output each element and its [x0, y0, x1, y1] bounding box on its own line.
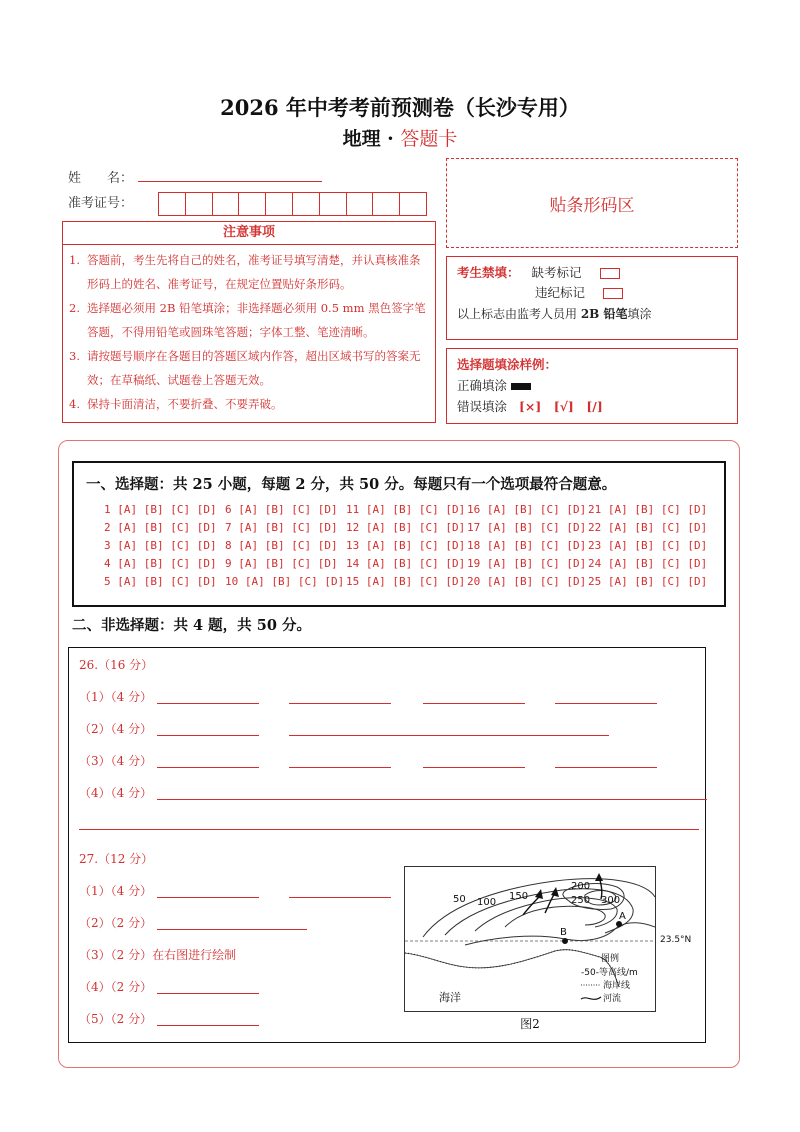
name-field[interactable]: [138, 181, 322, 182]
mcq-options[interactable]: [A] [B] [C] [D]: [117, 575, 217, 588]
mcq-question[interactable]: [588, 575, 709, 593]
notice-title: 注意事项: [63, 222, 435, 245]
mcq-options[interactable]: [A] [B] [C] [D]: [238, 521, 338, 534]
mcq-number: 23: [588, 539, 602, 552]
q26-title: 26.（16 分）: [79, 658, 154, 672]
legend-river: 河流: [603, 994, 622, 1004]
mcq-number: 10: [225, 575, 239, 588]
answer-line[interactable]: [289, 767, 391, 768]
mcq-question[interactable]: [467, 503, 588, 521]
mcq-question[interactable]: [225, 503, 346, 521]
mcq-number: 4: [104, 557, 111, 570]
mcq-number: 21: [588, 503, 602, 516]
id-digit-box[interactable]: [372, 192, 400, 216]
contour-label: 250: [571, 895, 591, 906]
mcq-question[interactable]: [346, 575, 467, 593]
mcq-row: [104, 557, 714, 575]
mcq-options[interactable]: [A] [B] [C] [D]: [607, 557, 708, 570]
mcq-options[interactable]: [A] [B] [C] [D]: [365, 521, 466, 534]
answer-line[interactable]: [555, 767, 657, 768]
mcq-number: 22: [588, 521, 602, 534]
mcq-options[interactable]: [A] [B] [C] [D]: [238, 503, 338, 516]
page-subtitle: [0, 124, 800, 151]
answer-line[interactable]: [289, 735, 609, 736]
mcq-options[interactable]: [A] [B] [C] [D]: [607, 539, 708, 552]
mcq-number: 2: [104, 521, 111, 534]
subject-label: 地理 ·: [342, 128, 401, 150]
q26-part1-label: （1）（4 分）: [79, 690, 153, 704]
mcq-options[interactable]: [A] [B] [C] [D]: [486, 503, 587, 516]
q27-part2-label: （2）（2 分）: [79, 916, 153, 930]
contour-label: 200: [571, 881, 591, 892]
answer-line[interactable]: [157, 735, 259, 736]
mcq-question[interactable]: [225, 539, 346, 557]
id-digit-box[interactable]: [399, 192, 427, 216]
sample-title: 选择题填涂样例：: [457, 357, 558, 372]
wrong-label: 错误填涂: [457, 399, 508, 414]
answer-line[interactable]: [157, 767, 259, 768]
page-title: 2026 年中考考前预测卷（长沙专用）: [220, 95, 580, 120]
mcq-options[interactable]: [A] [B] [C] [D]: [607, 503, 708, 516]
mcq-title: 一、选择题：共 25 小题，每题 2 分，共 50 分。每题只有一个选项最符合题意。: [86, 476, 617, 493]
q27-part5-label: （5）（2 分）: [79, 1012, 153, 1026]
mcq-question[interactable]: [346, 557, 467, 575]
answer-line[interactable]: [79, 829, 699, 830]
mcq-options[interactable]: [A] [B] [C] [D]: [117, 503, 217, 516]
mcq-options[interactable]: [A] [B] [C] [D]: [365, 557, 466, 570]
mcq-row: [104, 521, 714, 539]
mcq-question[interactable]: [104, 521, 225, 539]
wrong-marks: [×] [√] [/]: [519, 399, 603, 414]
mcq-options[interactable]: [A] [B] [C] [D]: [486, 521, 587, 534]
answer-line[interactable]: [289, 897, 391, 898]
mcq-number: 8: [225, 539, 232, 552]
mcq-options[interactable]: [A] [B] [C] [D]: [365, 575, 466, 588]
mcq-number: 17: [467, 521, 481, 534]
mcq-question[interactable]: [346, 521, 467, 539]
mcq-options[interactable]: [A] [B] [C] [D]: [244, 575, 345, 588]
id-digit-box[interactable]: [292, 192, 320, 216]
violation-mark-box[interactable]: [603, 288, 623, 299]
sample-panel: [446, 348, 738, 424]
mcq-number: 13: [346, 539, 360, 552]
contour-map-svg: [405, 867, 656, 1012]
mcq-number: 18: [467, 539, 481, 552]
mcq-grid: [104, 503, 714, 593]
notice-item: 3. 请按题号顺序在各题目的答题区域内作答，超出区域书写的答案无效；在草稿纸、试题卷上答题无效。: [69, 349, 421, 387]
answer-line[interactable]: [157, 929, 307, 930]
correct-label: 正确填涂: [457, 378, 508, 393]
point-a-label: A: [619, 911, 626, 922]
legend-title: 图例: [601, 954, 620, 964]
mcq-question[interactable]: [467, 575, 588, 593]
mcq-options[interactable]: [A] [B] [C] [D]: [238, 557, 338, 570]
mcq-options[interactable]: [A] [B] [C] [D]: [117, 557, 217, 570]
card-label: 答题卡: [400, 128, 458, 150]
answer-line[interactable]: [423, 703, 525, 704]
mcq-question[interactable]: [467, 557, 588, 575]
legend-contour: -50-等高线/m: [581, 968, 638, 978]
absent-label: 缺考标记: [531, 265, 582, 280]
mcq-options[interactable]: [A] [B] [C] [D]: [238, 539, 338, 552]
mcq-section: [72, 461, 726, 607]
q27-title: 27.（12 分）: [79, 852, 154, 866]
q26-part2-label: （2）（4 分）: [79, 722, 153, 736]
forbidden-panel: [446, 256, 738, 340]
mcq-options[interactable]: [A] [B] [C] [D]: [607, 575, 708, 588]
mcq-question[interactable]: [467, 521, 588, 539]
mcq-number: 12: [346, 521, 360, 534]
notice-item: 2. 选择题必须用 2B 铅笔填涂；非选择题必须用 0.5 mm 黑色签字笔答题，不得用铅笔或圆珠笔答题；字体工整、笔迹清晰。: [69, 301, 426, 339]
mcq-question[interactable]: [467, 539, 588, 557]
mcq-row: [104, 575, 714, 593]
answer-line[interactable]: [555, 703, 657, 704]
mcq-question[interactable]: [104, 503, 225, 521]
forbidden-note: 以上标志由监考人员用 2B 铅笔填涂: [457, 307, 652, 321]
map-caption: 图2: [520, 1017, 540, 1031]
mcq-number: 7: [225, 521, 232, 534]
mcq-number: 24: [588, 557, 602, 570]
id-digit-box[interactable]: [238, 192, 266, 216]
barcode-area: [446, 158, 738, 248]
mcq-number: 11: [346, 503, 360, 516]
id-digit-box[interactable]: [319, 192, 347, 216]
mcq-question[interactable]: [588, 557, 709, 575]
contour-map[interactable]: [404, 866, 656, 1012]
id-digit-box[interactable]: [346, 192, 374, 216]
mcq-options[interactable]: [A] [B] [C] [D]: [486, 557, 587, 570]
mcq-question[interactable]: [588, 521, 709, 539]
q26-part3-label: （3）（4 分）: [79, 754, 153, 768]
latitude-label: 23.5°N: [660, 935, 692, 945]
mcq-number: 15: [346, 575, 360, 588]
contour-label: 150: [509, 891, 529, 902]
mcq-number: 19: [467, 557, 481, 570]
mcq-question[interactable]: [225, 521, 346, 539]
contour-label: 50: [453, 894, 466, 905]
ocean-label: 海洋: [439, 991, 461, 1004]
mcq-options[interactable]: [A] [B] [C] [D]: [365, 503, 466, 516]
notice-item: 4. 保持卡面清洁，不要折叠、不要弄破。: [69, 397, 283, 411]
mcq-number: 25: [588, 575, 602, 588]
mcq-options[interactable]: [A] [B] [C] [D]: [607, 521, 708, 534]
answer-line[interactable]: [157, 993, 259, 994]
mcq-question[interactable]: [588, 503, 709, 521]
mcq-number: 20: [467, 575, 481, 588]
q27-part4-label: （4）（2 分）: [79, 980, 153, 994]
mcq-options[interactable]: [A] [B] [C] [D]: [117, 539, 217, 552]
id-digit-box[interactable]: [158, 192, 186, 216]
mcq-question[interactable]: [104, 557, 225, 575]
correct-fill-mark: [511, 383, 531, 390]
mcq-number: 5: [104, 575, 111, 588]
mcq-options[interactable]: [A] [B] [C] [D]: [365, 539, 466, 552]
mcq-number: 9: [225, 557, 232, 570]
violation-label: 违纪标记: [535, 285, 586, 300]
notice-panel: [62, 221, 436, 423]
name-label: 姓 名：: [68, 171, 134, 186]
mcq-options[interactable]: [A] [B] [C] [D]: [486, 575, 587, 588]
mcq-number: 14: [346, 557, 360, 570]
section2-title: 二、非选择题：共 4 题，共 50 分。: [72, 617, 311, 634]
mcq-options[interactable]: [A] [B] [C] [D]: [486, 539, 587, 552]
legend-coast: 海岸线: [603, 981, 631, 991]
mcq-question[interactable]: [104, 539, 225, 557]
mcq-options[interactable]: [A] [B] [C] [D]: [117, 521, 217, 534]
mcq-number: 6: [225, 503, 232, 516]
answer-line[interactable]: [157, 703, 259, 704]
answer-line[interactable]: [423, 767, 525, 768]
id-label: 准考证号：: [68, 196, 134, 211]
answer-line[interactable]: [289, 703, 391, 704]
mcq-question[interactable]: [225, 557, 346, 575]
id-digit-box[interactable]: [212, 192, 240, 216]
mcq-question[interactable]: [104, 575, 225, 593]
mcq-question[interactable]: [225, 575, 346, 593]
barcode-label: 贴条形码区: [549, 195, 635, 216]
notice-item: 1. 答题前，考生先将自己的姓名，准考证号填写清楚，并认真核准条形码上的姓名、准考证号，在规定位置贴好条形码。: [69, 253, 421, 291]
id-digit-box[interactable]: [265, 192, 293, 216]
mcq-question[interactable]: [346, 503, 467, 521]
mcq-number: 16: [467, 503, 481, 516]
contour-label: 100: [477, 897, 497, 908]
mcq-question[interactable]: [588, 539, 709, 557]
absent-mark-box[interactable]: [600, 268, 620, 279]
point-b-label: B: [560, 927, 567, 938]
answer-line[interactable]: [157, 799, 707, 800]
mcq-number: 1: [104, 503, 111, 516]
forbidden-title: 考生禁填：: [457, 265, 520, 280]
mcq-number: 3: [104, 539, 111, 552]
contour-label: 300: [601, 895, 621, 906]
answer-line[interactable]: [157, 897, 259, 898]
mcq-row: [104, 539, 714, 557]
q26-part4-label: （4）（4 分）: [79, 786, 153, 800]
id-number-boxes[interactable]: [158, 192, 426, 216]
mcq-question[interactable]: [346, 539, 467, 557]
mcq-row: [104, 503, 714, 521]
answer-line[interactable]: [157, 1025, 259, 1026]
q27-part3-label: （3）（2 分）在右图进行绘制: [79, 948, 237, 962]
id-digit-box[interactable]: [185, 192, 213, 216]
q27-part1-label: （1）（4 分）: [79, 884, 153, 898]
